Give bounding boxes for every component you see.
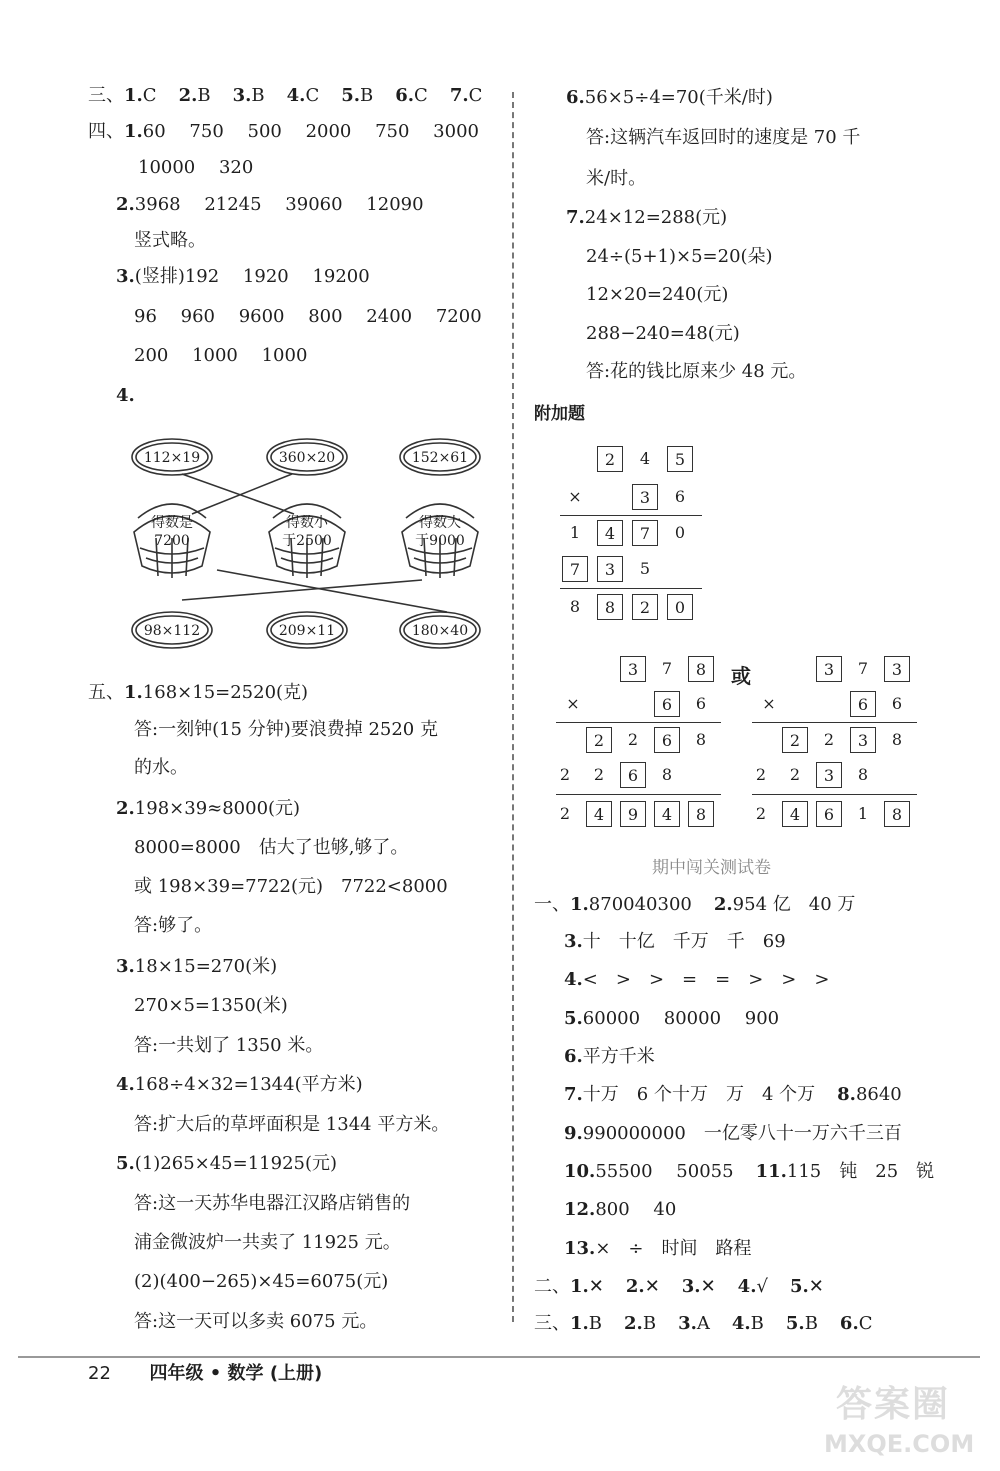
section-5-q5 [116, 1152, 337, 1176]
q-num: 4. [731, 1313, 751, 1334]
answer: 十万 6 个十万 万 4 个万 [582, 1084, 816, 1105]
q-num: 5. [341, 85, 361, 106]
q-num: 5. [789, 1276, 809, 1297]
midterm-1-q3 [564, 930, 786, 954]
footer-rule [18, 1356, 980, 1358]
digit-box: 0 [667, 594, 693, 620]
digit: 7 [857, 659, 869, 678]
answer-line: 24÷(5+1)×5=20(朵) [586, 246, 773, 267]
digit: 6 [891, 694, 903, 713]
digit-box: 3 [816, 656, 842, 682]
basket-label: 得数小 [286, 515, 328, 531]
q-num: 8. [837, 1084, 856, 1105]
digit-box: 8 [688, 801, 714, 827]
expression-label: 152×61 [411, 450, 469, 466]
q-num: 9. [564, 1123, 583, 1144]
answer: B [750, 1313, 764, 1334]
page-number: 22 [88, 1363, 111, 1384]
midterm-1-q4 [564, 968, 829, 992]
answer-line: 或 198×39=7722(元) 7722<8000 [134, 876, 448, 897]
q-num: 3. [232, 85, 252, 106]
digit-box: 6 [654, 691, 680, 717]
subject-label: 数学 [227, 1363, 264, 1384]
grade-label: 四年级 [149, 1363, 204, 1384]
answer-line: 答:这一天苏华电器江汉路店销售的 [134, 1193, 411, 1214]
q-num: 1. [570, 1276, 589, 1297]
digit: 0 [674, 523, 686, 542]
section-5-q1 [88, 681, 308, 705]
answer: × ÷ 时间 路程 [595, 1238, 752, 1259]
digit: 6 [695, 694, 707, 713]
q-num: 2. [116, 798, 135, 819]
digit: 1 [857, 804, 869, 823]
answer: (1)265×45=11925(元) [134, 1153, 338, 1174]
digit-box: 6 [816, 801, 842, 827]
answer: B [251, 85, 265, 106]
times-sign: × [566, 694, 580, 713]
midterm-1-q12 [564, 1198, 676, 1222]
q-num: 4. [286, 85, 306, 106]
q-num: 3. [116, 956, 135, 977]
answer-line: 米/时。 [586, 168, 647, 189]
digit-box: 3 [620, 656, 646, 682]
digit-box: 3 [632, 484, 658, 510]
answer: A [696, 1313, 710, 1334]
answer: B [642, 1313, 657, 1334]
answer: 十 十亿 千万 千 69 [582, 931, 786, 952]
answer-line: 答:一刻钟(15 分钟)要浪费掉 2520 克 [134, 719, 438, 740]
column-divider [512, 92, 514, 1322]
expression-label: 209×11 [278, 623, 336, 639]
rule [560, 515, 702, 516]
answer: 平方千米 [582, 1046, 655, 1067]
answer-line: 答:这一天可以多卖 6075 元。 [134, 1311, 378, 1332]
answer-line: 288−240=48(元) [586, 323, 740, 344]
digit: 2 [559, 804, 571, 823]
midterm-1-q1-q2 [534, 893, 855, 917]
digit: 2 [559, 765, 571, 784]
basket-label: 7200 [154, 533, 190, 549]
q-num: 5. [116, 1153, 135, 1174]
digit: 7 [661, 659, 673, 678]
basket-label: 于2500 [282, 533, 332, 549]
midterm-1-q6 [564, 1045, 655, 1069]
digit: 8 [695, 730, 707, 749]
q-num: 3. [678, 1313, 697, 1334]
section-5-q2 [116, 797, 300, 821]
answer: ✕ [700, 1276, 716, 1297]
right-q6 [566, 86, 773, 110]
answer-line: 8000=8000 估大了也够,够了。 [134, 837, 409, 858]
answer: B [588, 1313, 603, 1334]
q-num: 6. [564, 1046, 583, 1067]
section-4-q3 [116, 265, 370, 289]
multiplication-grid-1 [560, 446, 705, 626]
rule [556, 722, 721, 723]
midterm-2-answers [534, 1275, 824, 1299]
digit: 8 [857, 765, 869, 784]
digit-box: 3 [884, 656, 910, 682]
multiplication-grid-3 [752, 656, 922, 836]
answer-line: 10000 320 [138, 157, 254, 178]
answer: C [858, 1313, 873, 1334]
q-num: 1. [124, 121, 143, 142]
midterm-1-q7-q8 [564, 1083, 902, 1107]
basket-label: 得数是 [151, 515, 193, 531]
basket-label: 于9000 [415, 533, 465, 549]
answer: C [305, 85, 320, 106]
watermark-logo: 答案圈 [836, 1384, 951, 1425]
answer: C [468, 85, 483, 106]
times-sign: × [568, 487, 582, 506]
rule [560, 588, 702, 589]
answer: B [197, 85, 211, 106]
answer: 198×39≈8000(元) [134, 798, 301, 819]
watermark-text: MXQE.COM [824, 1430, 975, 1458]
digit-box: 5 [667, 446, 693, 472]
answer: 60000 80000 900 [582, 1008, 780, 1029]
digit: 2 [789, 765, 801, 784]
section-4-q4 [116, 384, 135, 408]
answer-line: (2)(400−265)×45=6075(元) [134, 1271, 389, 1292]
extra-title: 附加题 [534, 404, 585, 424]
midterm-1-q9 [564, 1122, 902, 1146]
section-3-answers [88, 84, 482, 108]
section-number: 二、 [534, 1276, 570, 1297]
q-num: 4. [737, 1276, 757, 1297]
expression-label: 98×112 [143, 623, 201, 639]
answer-line: 270×5=1350(米) [134, 995, 288, 1016]
section-4-q2 [116, 193, 424, 217]
digit-box: 7 [562, 556, 588, 582]
volume-label: (上册) [269, 1363, 323, 1384]
answer: √ [756, 1276, 768, 1297]
answer: C [142, 85, 157, 106]
q-num: 4. [116, 385, 135, 406]
digit: 2 [593, 765, 605, 784]
q-num: 2. [116, 194, 135, 215]
right-q7 [566, 206, 727, 230]
footer-dot: • [209, 1363, 222, 1384]
answer-line: 浦金微波炉一共卖了 11925 元。 [134, 1232, 401, 1253]
answer: 24×12=288(元) [584, 207, 728, 228]
answer-line: 答:够了。 [134, 915, 213, 936]
digit-box: 8 [884, 801, 910, 827]
digit: 2 [627, 730, 639, 749]
answer: (竖排)192 1920 19200 [134, 266, 370, 287]
digit: 2 [755, 765, 767, 784]
section-5-q4 [116, 1073, 363, 1097]
q-num: 1. [124, 682, 143, 703]
answer-line: 200 1000 1000 [134, 345, 308, 366]
basket-label: 得数大 [419, 515, 461, 531]
q-num: 6. [839, 1313, 859, 1334]
answer-line: 答:这辆汽车返回时的速度是 70 千 [586, 127, 861, 148]
answer-line: 的水。 [134, 757, 188, 778]
q-num: 11. [755, 1161, 787, 1182]
digit-box: 6 [620, 762, 646, 788]
section-number: 四、 [88, 121, 124, 142]
answer: 115 钝 25 锐 [786, 1161, 935, 1182]
q-num: 13. [564, 1238, 596, 1259]
digit: 8 [569, 597, 581, 616]
answer: B [804, 1313, 818, 1334]
q-num: 3. [681, 1276, 701, 1297]
midterm-1-q5 [564, 1007, 779, 1031]
answer: 954 亿 40 万 [732, 894, 856, 915]
section-number: 三、 [534, 1313, 570, 1334]
digit-box: 2 [586, 727, 612, 753]
q-num: 2. [178, 85, 198, 106]
matching-diagram [122, 430, 492, 670]
q-num: 2. [624, 1313, 643, 1334]
answer-line: 答:花的钱比原来少 48 元。 [586, 361, 807, 382]
answer-line: 12×20=240(元) [586, 284, 729, 305]
answer: 3968 21245 39060 12090 [134, 194, 424, 215]
answer: ✕ [644, 1276, 660, 1297]
answer: ✕ [588, 1276, 604, 1297]
digit-box: 9 [620, 801, 646, 827]
digit: 6 [674, 487, 686, 506]
rule [752, 722, 917, 723]
q-num: 5. [785, 1313, 805, 1334]
answer: < > > = = > > > [582, 969, 830, 990]
q-num: 5. [564, 1008, 583, 1029]
q-num: 1. [570, 1313, 589, 1334]
rule [752, 794, 917, 795]
q-num: 6. [395, 85, 415, 106]
digit: 2 [823, 730, 835, 749]
digit: 5 [639, 559, 651, 578]
page-footer [88, 1362, 322, 1386]
digit-box: 7 [632, 520, 658, 546]
q-num: 1. [570, 894, 589, 915]
digit: 4 [639, 449, 651, 468]
midterm-1-q10-q11 [564, 1160, 934, 1184]
section-number: 一、 [534, 894, 570, 915]
digit-box: 6 [850, 691, 876, 717]
answer-line: 96 960 9600 800 2400 7200 [134, 306, 482, 327]
digit-box: 3 [597, 556, 623, 582]
q-num: 2. [713, 894, 733, 915]
q-num: 7. [449, 85, 469, 106]
answer: 870040300 [588, 894, 692, 915]
section-4-q1 [88, 120, 479, 144]
match-line [182, 580, 422, 600]
expression-label: 112×19 [143, 450, 201, 466]
section-number: 三、 [88, 85, 124, 106]
times-sign: × [762, 694, 776, 713]
q-num: 7. [564, 1084, 583, 1105]
answer: 990000000 一亿零八十一万六千三百 [582, 1123, 902, 1144]
digit: 2 [755, 804, 767, 823]
answer: 800 40 [595, 1199, 677, 1220]
digit-box: 3 [850, 727, 876, 753]
answer: 8640 [855, 1084, 902, 1105]
multiplication-grid-2 [556, 656, 726, 836]
rule [556, 794, 721, 795]
section-number: 五、 [88, 682, 124, 703]
digit-box: 2 [632, 594, 658, 620]
answer: C [414, 85, 428, 106]
digit: 8 [891, 730, 903, 749]
answer: 60 750 500 2000 750 3000 [142, 121, 479, 142]
q-num: 3. [564, 931, 583, 952]
q-num: 7. [566, 207, 585, 228]
digit-box: 6 [654, 727, 680, 753]
digit-box: 2 [597, 446, 623, 472]
digit-box: 4 [586, 801, 612, 827]
digit: 1 [569, 523, 581, 542]
digit-box: 4 [782, 801, 808, 827]
q-num: 4. [564, 969, 583, 990]
q-num: 3. [116, 266, 135, 287]
answer: B [360, 85, 374, 106]
answer-line: 竖式略。 [134, 230, 206, 251]
digit: 8 [661, 765, 673, 784]
q-num: 12. [564, 1199, 596, 1220]
q-num: 2. [625, 1276, 645, 1297]
answer: 18×15=270(米) [134, 956, 278, 977]
midterm-title: 期中闯关测试卷 [652, 858, 771, 878]
digit-box: 4 [597, 520, 623, 546]
section-5-q3 [116, 955, 277, 979]
answer-line: 答:扩大后的草坪面积是 1344 平方米。 [134, 1114, 450, 1135]
answer: 168÷4×32=1344(平方米) [134, 1074, 363, 1095]
digit-box: 8 [597, 594, 623, 620]
digit-box: 8 [688, 656, 714, 682]
q-num: 1. [124, 85, 143, 106]
q-num: 10. [564, 1161, 596, 1182]
answer: 168×15=2520(克) [142, 682, 309, 703]
q-num: 4. [116, 1074, 135, 1095]
digit-box: 3 [816, 762, 842, 788]
or-label: 或 [731, 664, 751, 688]
answer: ✕ [808, 1276, 824, 1297]
answer: 55500 50055 [595, 1161, 734, 1182]
expression-label: 360×20 [278, 450, 336, 466]
match-line [217, 570, 447, 612]
digit-box: 4 [654, 801, 680, 827]
midterm-1-q13 [564, 1237, 752, 1261]
expression-label: 180×40 [411, 623, 469, 639]
answer-line: 答:一共划了 1350 米。 [134, 1035, 324, 1056]
midterm-3-answers [534, 1312, 873, 1336]
q-num: 6. [566, 87, 585, 108]
answer: 56×5÷4=70(千米/时) [584, 87, 773, 108]
digit-box: 2 [782, 727, 808, 753]
